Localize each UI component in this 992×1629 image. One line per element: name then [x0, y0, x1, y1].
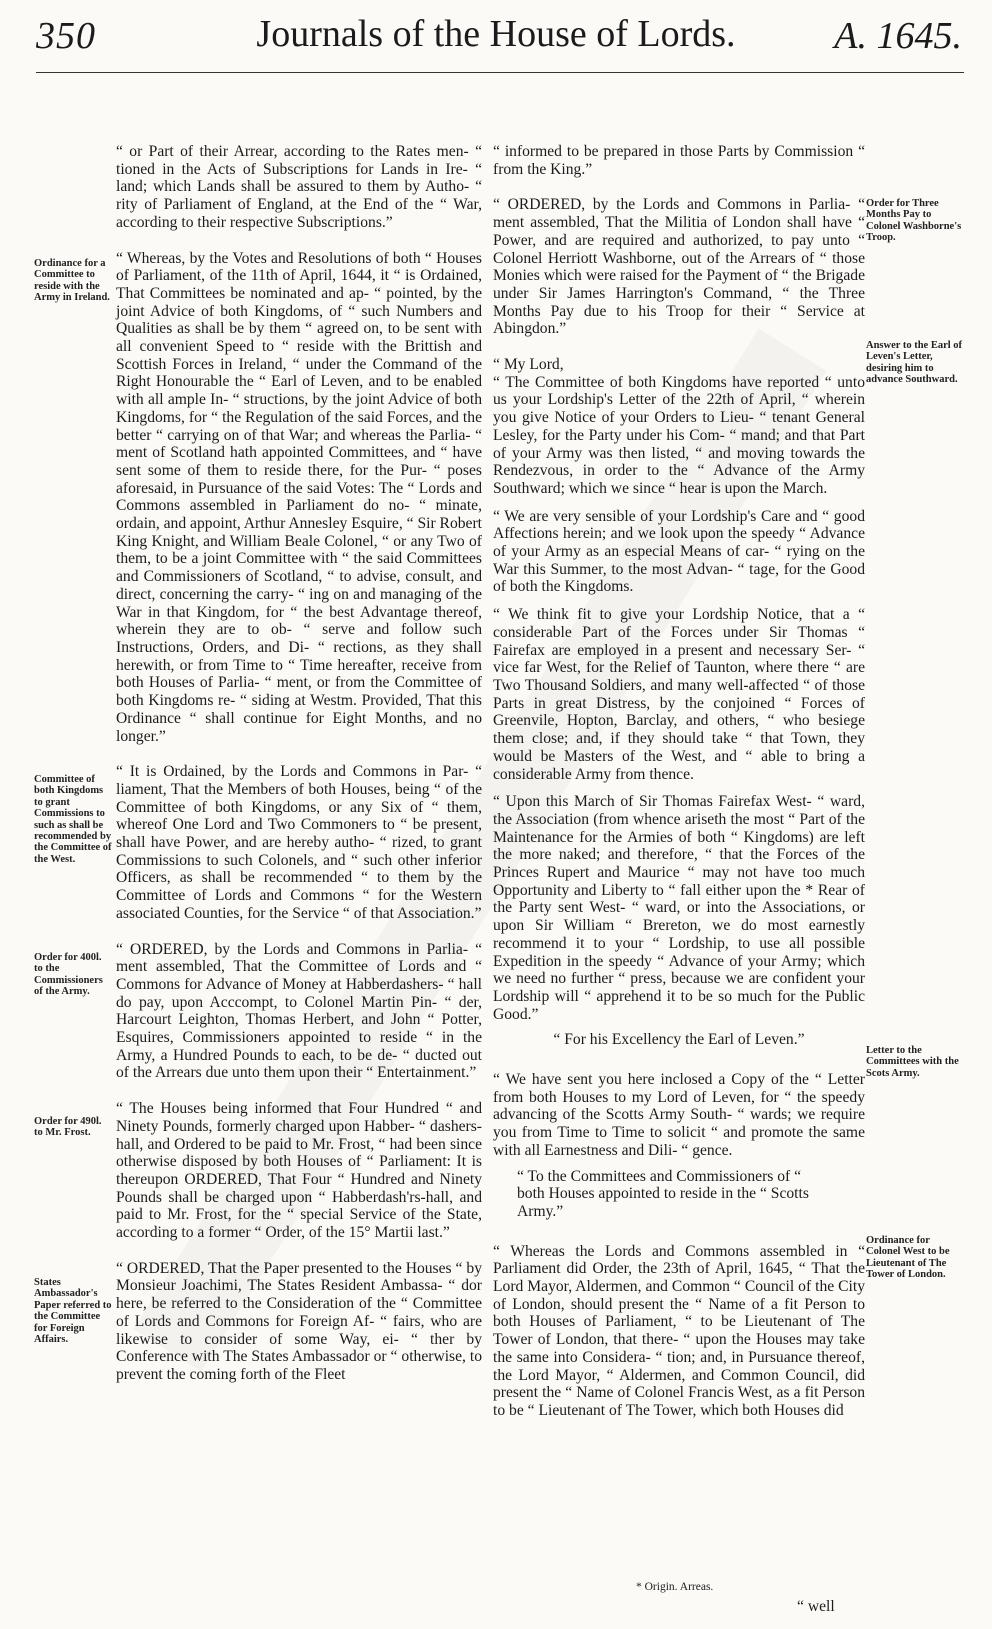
- paragraph: “ Upon this March of Sir Thomas Fairefax West- “ ward, the Association (from whence ariseth the most “ Part of the Maintenance for the Armies of both “ Kingdoms) are left the more naked; and therefore, “ that the Forces of the Princes Rupert and Maurice “ may not have too much Opportunity and Liberty to “ fall either upon the * Rear of the Party sent West- “ ward, or into the Associations, or upon Sir William “ Brereton, we do most earnestly recommend it to your “ Lordship, to use all possible Expedition in the speedy “ Advance of your Army; which we need no further “ press, because we are confident your Lordship will “ apprehend it to be so much for the Public Good.”: [493, 793, 865, 1023]
- page-number: 350: [36, 15, 96, 57]
- paragraph: “ The Committee of both Kingdoms have reported “ unto us your Lordship's Letter of the 22th of April, “ wherein you give Notice of your Orders to Lieu- “ tenant General Lesley, for the Party under his Com- “ mand; and that Part of your Army was then listed, “ and moving towards the Rendezvous, in order to the “ Advance of the Army Southward; which we since “ hear is upon the March.: [493, 373, 865, 497]
- margin-note: Order for Three Months Pay to Colonel Washborne's Troop.: [866, 198, 962, 244]
- catchword: “ well: [797, 1598, 835, 1615]
- margin-note: Answer to the Earl of Leven's Letter, desiring him to advance Southward.: [866, 340, 963, 386]
- paragraph: “ ORDERED, That the Paper presented to the Houses “ by Monsieur Joachimi, The States Resident Ambassa- “ dor here, be referred to the Consideration of the “ Committee of Lords and Commons for Foreign Af- “ fairs, who are likewise to consider of some Way, ei- “ ther by Conference with The States Ambassador or “ otherwise, to prevent the coming forth of the Fleet: [116, 1259, 482, 1383]
- paragraph: “ or Part of their Arrear, according to the Rates men- “ tioned in the Acts of Subscriptions for Lands in Ire- “ land; which Lands shall be assured to them by Autho- “ rity of Parliament of England, at the End of the “ War, according to their respective Subscriptions.”: [116, 143, 482, 231]
- paragraph: “ The Houses being informed that Four Hundred “ and Ninety Pounds, formerly charged upon Habber- “ dashers-hall, and Ordered to be paid to Mr. Frost, “ had been since otherwise disposed by both Houses of “ Parliament: It is thereupon ORDERED, That Four “ Hundred and Ninety Pounds shall be charged upon “ Habberdash'rs-hall, and paid to Mr. Frost, for the “ special Service of the State, according to a former “ Order, of the 15° Martii last.”: [116, 1100, 482, 1242]
- paragraph: “ It is Ordained, by the Lords and Commons in Par- “ liament, That the Members of both Houses, being “ of the Committee of both Kingdoms, or any Six of “ them, whereof One Lord and Two Commoners to “ be present, shall have Power, and are hereby autho- “ rized, to grant Commissions to such Colonels, and “ such other inferior Officers, as shall be recommended “ to them by the Committee of Lords and Commons “ for the Western associated Counties, for the Service “ of that Association.”: [116, 763, 482, 922]
- margin-note: Order for 490l. to Mr. Frost.: [34, 1116, 102, 1139]
- margin-note: Letter to the Committees with the Scots Army.: [866, 1045, 959, 1079]
- salutation: “ My Lord,: [493, 356, 564, 374]
- left-column: [116, 143, 482, 1384]
- footnote: * Origin. Arreas.: [636, 1581, 714, 1593]
- journal-title: Journals of the House of Lords.: [256, 13, 736, 55]
- margin-note: Ordinance for Colonel West to be Lieutenant of The Tower of London.: [866, 1235, 950, 1281]
- margin-note: States Ambassador's Paper referred to the Committee for Foreign Affairs.: [34, 1277, 112, 1346]
- paragraph: “ Whereas, by the Votes and Resolutions of both “ Houses of Parliament, of the 11th of April, 1644, it “ is Ordained, That Committees be nominated and ap- “ pointed, by the joint Advice of both Kingdoms, of “ such Numbers and Qualities as shall be by them “ agreed on, to be sent with all convenient Speed to “ reside with the Brittish and Scottish Forces in Ireland, “ under the Command of the Right Honourable the “ Earl of Leven, and to be enabled with all ample In- “ structions, by the joint Advice of both Kingdoms, for “ the Regulation of the said Forces, and the better “ carrying on of that War; and whereas the Parlia- “ ment of Scotland hath appointed Committees, and “ have sent some of them to reside there, for the Pur- “ poses aforesaid, in Pursuance of the said Votes: The “ Lords and Commons assembled in Parliament do no- “ minate, ordain, and appoint, Arthur Annesley Esquire, “ Sir Robert King Knight, and William Beale Colonel, “ or any Two of them, to be a joint Committee with “ the said Committees and Commissioners of Scotland, “ to advise, consult, and direct, concerning the carry- “ ing on and managing of the War in that Kingdom, for “ the best Advantage thereof, wherein they are to ob- “ serve and follow such Instructions, Orders, and Di- “ rections, as they shall herewith, or from Time to “ Time hereafter, receive from both Houses of Parlia- “ ment, or from the Committee of both Kingdoms re- “ siding at Westm. Provided, That this Ordinance “ shall continue for Eight Months, and no longer.”: [116, 249, 482, 745]
- margin-note: Ordinance for a Committee to reside with the Army in Ireland.: [34, 258, 110, 304]
- paragraph: “ ORDERED, by the Lords and Commons in Parlia- “ ment assembled, That the Militia of London shall have “ Power, and are required and authorized, to pay unto “ Colonel Herriott Washborne, out of the Arrears of “ those Monies which were raised for the Payment of “ the Brigade under Sir James Harrington's Command, “ the Three Months Pay due to his Troop for their “ Service at Abingdon.”: [493, 196, 865, 338]
- right-column: [493, 143, 865, 1420]
- margin-note: Order for 400l. to the Commissioners of the Army.: [34, 952, 103, 998]
- paragraph: “ We think fit to give your Lordship Notice, that a “ considerable Part of the Forces under Sir Thomas “ Fairefax are employed in a present and necessary Ser- “ vice far West, for the Relief of Taunton, where there “ are Two Thousand Soldiers, and many well-affected “ of those Parts in great Distress, by the conjoined “ Forces of Greenvile, Hopton, Barclay, and others, “ who besiege them close; and, if they should take “ that Town, they would be Masters of the West, and “ able to bring a considerable Army from thence.: [493, 606, 865, 783]
- paragraph: “ We have sent you here inclosed a Copy of the “ Letter from both Houses to my Lord of Leven, for “ the speedy advancing of the Scotts Army South- “ wards; we require you from Time to Time to solicit “ and promote the same with all Earnestness and Dili- “ gence.: [493, 1071, 865, 1159]
- margin-note: Committee of both Kingdoms to grant Commissions to such as shall be recommended by the Committee of the West.: [34, 774, 112, 865]
- header-rule: [36, 72, 964, 73]
- paragraph: “ informed to be prepared in those Parts by Commission “ from the King.”: [493, 143, 865, 178]
- year-label: A. 1645.: [834, 15, 962, 57]
- address-line: “ For his Excellency the Earl of Leven.”: [553, 1031, 805, 1049]
- paragraph: “ We are very sensible of your Lordship's Care and “ good Affections herein; and we look upon the speedy “ Advance of your Army as an especial Means of car- “ rying on the War this Summer, to the most Advan- “ tage, for the Good of both the Kingdoms.: [493, 507, 865, 596]
- paragraph: “ ORDERED, by the Lords and Commons in Parlia- “ ment assembled, That the Committee of Lords and “ Commons for Advance of Money at Habberdashers- “ hall do pay, upon Acccompt, to Colonel Martin Pin- “ der, Harcourt Leighton, Thomas Herbert, and John “ Potter, Esquires, Commissioners appointed to reside “ in the Army, a Hundred Pounds to each, to be de- “ ducted out of the Arrears due unto them upon their “ Entertainment.”: [116, 940, 482, 1082]
- paragraph: “ Whereas the Lords and Commons assembled in “ Parliament did Order, the 23th of April, 1645, “ That the Lord Mayor, Aldermen, and Common “ Council of the City of London, should present the “ Name of a fit Person to both Houses of Parliament, “ to be Lieutenant of The Tower of London, that there- “ upon the Houses may take the same into Considera- “ tion; and, in Pursuance thereof, the Lord Mayor, “ Aldermen, and Common Council, did present the “ Name of Colonel Francis West, as a fit Person to be “ Lieutenant of The Tower, which both Houses did: [493, 1242, 865, 1419]
- address-line: “ To the Committees and Commissioners of “ both Houses appointed to reside in the “ Scotts Army.”: [517, 1167, 809, 1220]
- page-header: [0, 0, 992, 80]
